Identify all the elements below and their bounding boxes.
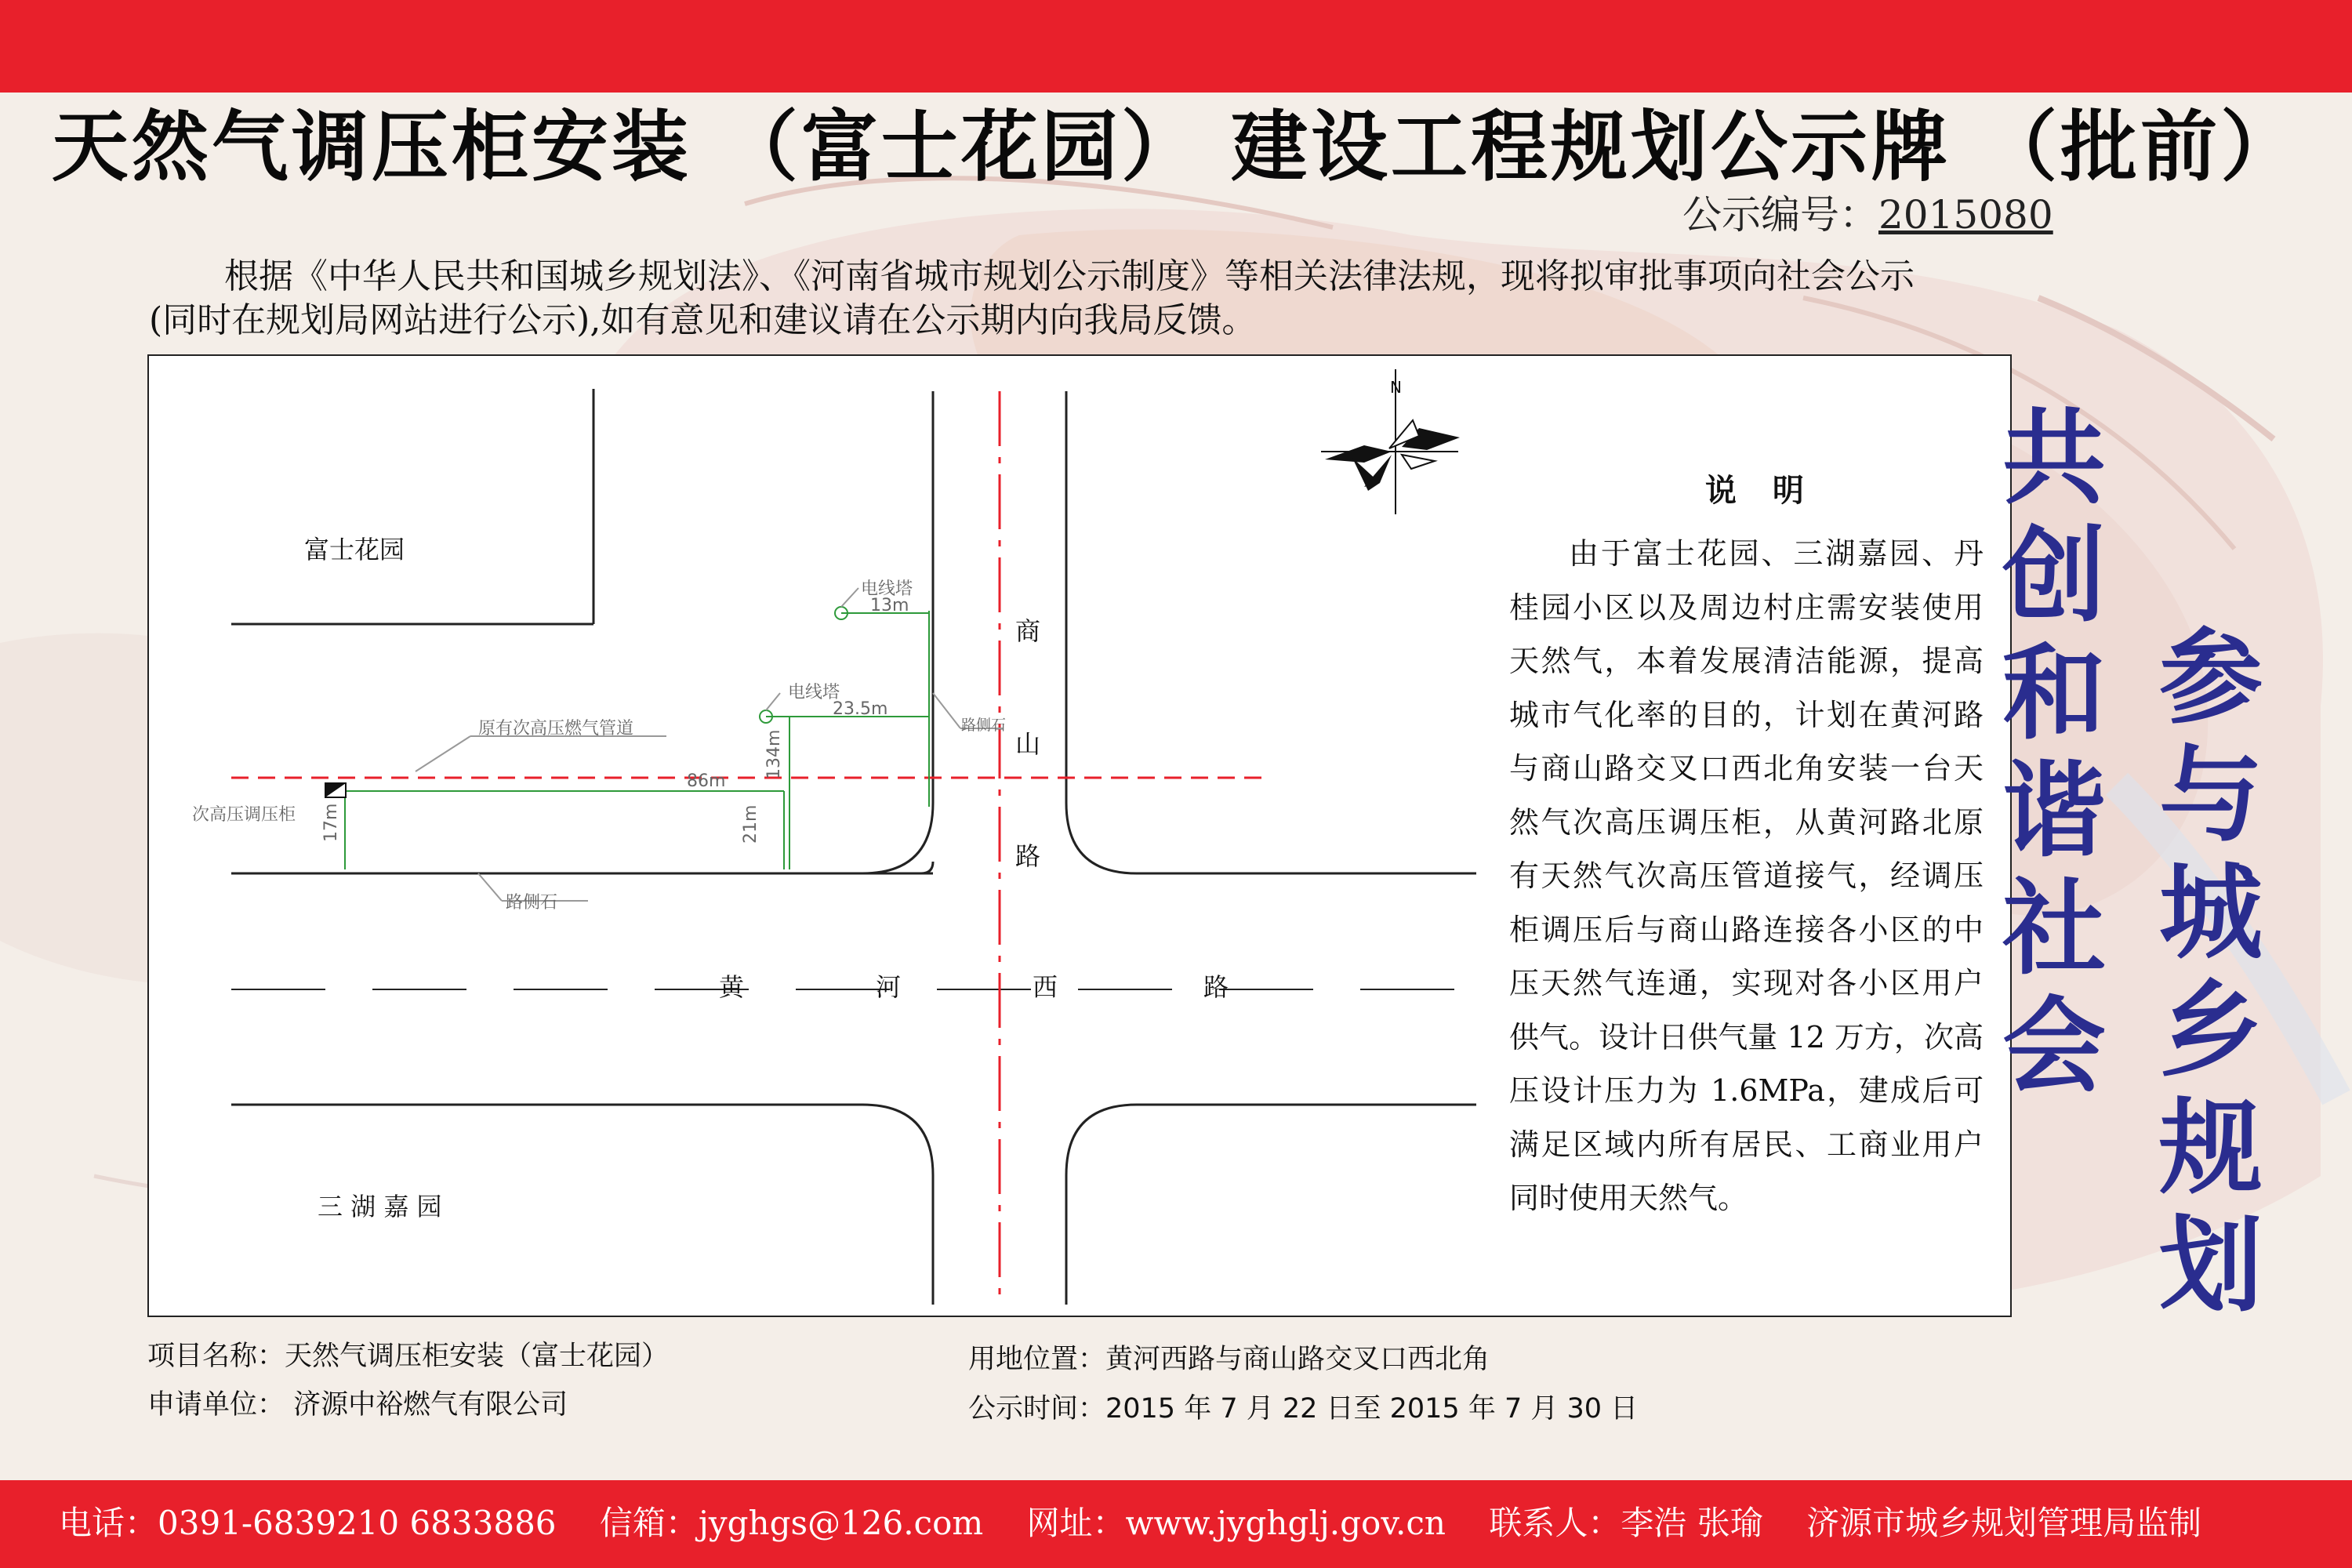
annotation-distance-86m: 86m (687, 771, 726, 791)
leader-line (841, 588, 858, 607)
road-edge (1066, 1105, 1476, 1305)
road-label-shanshan-2: 山 (1015, 729, 1041, 759)
annotation-distance-23-5m: 23.5m (833, 699, 888, 719)
slogan-left-column (1995, 397, 2113, 1107)
slogan-char: 谐 (2002, 750, 2106, 872)
notice-period: 公示时间：2015 年 7 月 22 日至 2015 年 7 月 30 日 (968, 1393, 1639, 1425)
annotation-power-tower-1: 电线塔 (861, 579, 913, 599)
slogan-char: 乡 (2159, 970, 2263, 1091)
road-label-shanshan-3: 路 (1015, 841, 1041, 871)
intro-line-1: 根据《中华人民共和国城乡规划法》、《河南省城市规划公示制度》等相关法律法规，现将拟审批事项向社会公示 (224, 256, 1915, 296)
site-location: 用地位置：黄河西路与商山路交叉口西北角 (968, 1344, 1490, 1375)
leader-line (478, 873, 502, 901)
annotation-distance-134m: 134m (764, 729, 784, 779)
contact-phone: 电话：0391-6839210 6833886 (59, 1504, 557, 1542)
supervisor: 济源市城乡规划管理局监制 (1806, 1504, 2202, 1542)
intro-line-2: (同时在规划局网站进行公示),如有意见和建议请在公示期内向我局反馈。 (149, 300, 1257, 340)
notice-number-label: 公示编号： (1682, 192, 1878, 238)
slogan-char: 会 (2002, 985, 2106, 1107)
annotation-distance-21m: 21m (741, 804, 760, 844)
slogan-right-column (2152, 619, 2270, 1325)
compass-north-label: N (1390, 378, 1402, 397)
leader-line (766, 693, 780, 710)
slogan-char: 与 (2159, 735, 2263, 856)
description-title: 说 明 (1705, 473, 1817, 509)
contact-website: 网址：www.jyghglj.gov.cn (1026, 1504, 1446, 1542)
regulator-cabinet-symbol (325, 783, 346, 797)
road-label-huanghe-1: 黄 (719, 972, 745, 1002)
annotation-curb-bottom: 路侧石 (506, 893, 558, 913)
annotation-distance-17m: 17m (321, 803, 341, 842)
annotation-power-tower-2: 电线塔 (788, 683, 840, 702)
project-name: 项目名称：天然气调压柜安装（富士花园） (147, 1341, 670, 1372)
place-label-fushi-garden: 富士花园 (304, 535, 405, 564)
annotation-distance-13m: 13m (870, 596, 909, 615)
road-edge (862, 391, 933, 873)
notice-number-value: 2015080 (1878, 192, 2053, 238)
leader-line (933, 693, 960, 728)
road-label-huanghe-4: 路 (1203, 972, 1229, 1002)
slogan-char: 共 (2002, 397, 2106, 519)
page-title: 天然气调压柜安装 （富士花园） 建设工程规划公示牌 （批前） (51, 103, 2301, 192)
notice-number (1682, 191, 2053, 238)
slogan-char: 规 (2159, 1087, 2263, 1209)
slogan-char: 参 (2159, 617, 2263, 739)
contact-bar (59, 1501, 2201, 1545)
road-label-huanghe-3: 西 (1033, 972, 1058, 1002)
annotation-existing-pipeline: 原有次高压燃气管道 (478, 719, 634, 739)
intro-text (149, 255, 2031, 343)
slogan-char: 和 (2002, 633, 2106, 754)
top-banner (0, 0, 2352, 93)
slogan-char: 划 (2159, 1205, 2263, 1327)
applicant: 申请单位： 济源中裕燃气有限公司 (147, 1389, 568, 1421)
annotation-curb-right: 路侧石 (961, 717, 1007, 734)
place-label-sanhu-garden: 三 湖 嘉 园 (318, 1192, 442, 1221)
slogan-char: 创 (2002, 515, 2106, 637)
description-body: 由于富士花园、三湖嘉园、丹桂园小区以及周边村庄需安装使用天然气，本着发展清洁能源，提高城市气化率的目的，计划在黄河路与商山路交叉口西北角安装一台天然气次高压调压柜，从黄河路北原有天然气次高压管道接气，经调压柜调压后与商山路连接各小区的中压天然气连通，实现对各小区用户供气。设计日供气量 12 万方，次高压设计压力为 1.6MPa，建成后可满足区域内所有居民、工商业用户同时使用天然气。 (1509, 536, 1984, 1215)
road-label-huanghe-2: 河 (876, 972, 902, 1002)
site-plan-panel (147, 354, 2012, 1317)
annotation-regulator-cabinet: 次高压调压柜 (192, 805, 296, 825)
contact-email: 信箱：jyghgs@126.com (599, 1504, 984, 1542)
leader-line (416, 736, 470, 771)
road-label-shanshan-1: 商 (1015, 616, 1041, 646)
contact-person: 联系人：李浩 张瑜 (1489, 1504, 1763, 1542)
slogan-char: 社 (2002, 868, 2106, 989)
slogan-char: 城 (2159, 852, 2263, 974)
